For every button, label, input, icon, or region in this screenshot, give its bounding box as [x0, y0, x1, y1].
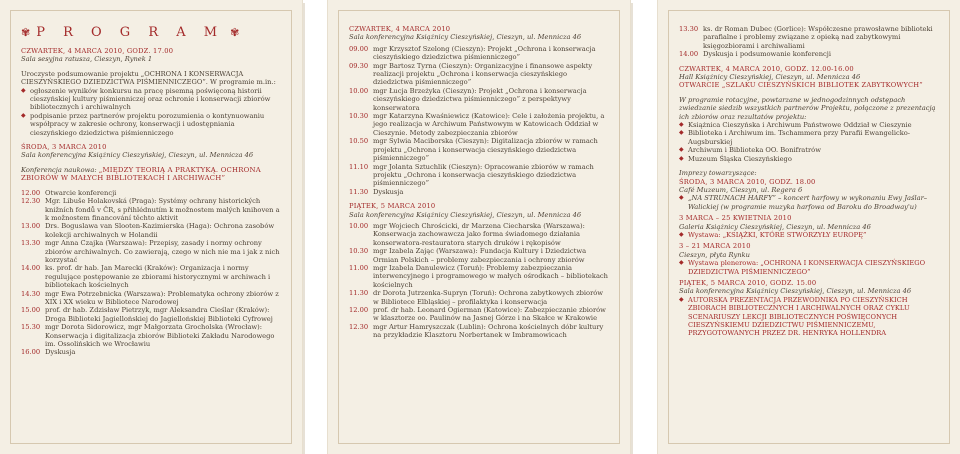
- schedule-text: Drs. Boguslawa van Slooten-Kazimierska (Haga): Ochrona zasobów kolekcji archiwalnych w Holandii: [45, 222, 275, 239]
- schedule-text: mgr Ewa Potrzebnicka (Warszawa): Problematyka ochrony zbiorów z XIX i XX wieku w Bibliotece Narodowej: [45, 289, 279, 306]
- schedule-text: mgr Artur Hamryszczak (Lublin): Ochrona kościelnych dóbr kultury na przykładzie Klasztoru Norbertanek w Imbramowicach: [373, 322, 604, 340]
- event-date: ŚRODA, 3 MARCA 2010: [21, 143, 107, 152]
- bullet-icon: ◆: [679, 230, 684, 238]
- schedule-time: 10.30: [349, 112, 369, 121]
- schedule-time: 13.30: [21, 239, 41, 248]
- schedule-text: mgr Bartosz Tyrna (Cieszyn): Organizacyjne i finansowe aspekty realizacji projektu „Ochrona i konserwacja cieszyńskiego dziedzictwa piśmienniczego”: [373, 61, 593, 87]
- event-date: 3 MARCA – 25 KWIETNIA 2010: [679, 214, 792, 223]
- schedule-row: [21, 323, 281, 348]
- schedule-row: [679, 25, 939, 50]
- schedule-row: [21, 348, 281, 356]
- schedule-list: [349, 45, 609, 196]
- event-date: ŚRODA, 3 MARCA 2010, GODZ. 18.00: [679, 177, 816, 186]
- schedule-text: Otwarcie konferencji: [45, 188, 117, 197]
- schedule-text: Dyskusja: [373, 187, 404, 196]
- bullet-icon: ◆: [679, 154, 684, 162]
- schedule-text: Dyskusja: [45, 348, 76, 357]
- schedule-row: [349, 112, 609, 137]
- event-place: Sala konferencyjna Książnicy Cieszyńskiej, Cieszyn, ul. Mennicza 46: [21, 151, 254, 160]
- schedule-row: [349, 163, 609, 188]
- event-place: Sala konferencyjna Książnicy Cieszyńskiej, Cieszyn, ul. Mennicza 46: [349, 33, 582, 42]
- bullet-icon: ◆: [21, 111, 26, 119]
- schedule-time: 11.00: [349, 263, 369, 272]
- schedule-text: mgr Dorota Sidorowicz, mgr Małgorzata Grocholska (Wrocław): Konserwacja i digitalizacja zbiorów Biblioteki Zakładu Narodowego im. Ossolińskich we Wrocławiu: [45, 323, 275, 348]
- event-date: CZWARTEK, 4 MARCA 2010, GODZ. 17.00: [21, 47, 174, 55]
- schedule-text: mgr Łucja Brzeżyka (Cieszyn): Projekt „Ochrona i konserwacja cieszyńskiego dziedzictwa piśmienniczego” z perspektywy konserwatora: [373, 86, 587, 112]
- schedule-time: 12.00: [349, 306, 369, 314]
- schedule-text: ks. dr Roman Dubec (Gorlice): Współczesne prawosławne biblioteki parafialne i problemy związane z opieką nad zabytkowymi księgozbiorami i archiwaliami: [703, 25, 933, 50]
- schedule-text: mgr Izabela Danulewicz (Toruń): Problemy zabezpieczania interwencyjnego i programowego w małych ośrodkach – bibliotekach kościelnych: [373, 263, 608, 289]
- schedule-text: mgr Krzysztof Szelong (Cieszyn): Projekt „Ochrona i konserwacja cieszyńskiego dziedzictwa piśmienniczego”: [373, 44, 596, 62]
- schedule-text: Dyskusja i podsumowanie konferencji: [703, 50, 831, 59]
- schedule-row: [21, 264, 281, 289]
- schedule-text: Mgr. Libuše Holakovská (Praga): Systémy ochrany historických knižních fondů v ČR, s přihlédnutím k možnostem malých knihoven a k možnostem financování těchto aktivit: [45, 197, 280, 222]
- bullet-icon: ◆: [679, 121, 684, 129]
- schedule-row: [349, 87, 609, 112]
- schedule-time: 12.00: [21, 188, 41, 197]
- program-panel-left: [0, 0, 302, 454]
- schedule-time: 10.30: [349, 247, 369, 256]
- schedule-list: [679, 25, 939, 59]
- opening-description: Uroczyste podsumowanie projektu „OCHRONA I KONSERWACJA CIESZYŃSKIEGO DZIEDZICTWA PIŚMIENNICZEGO”. W programie m.in.:: [21, 69, 276, 87]
- list-item: ◆ podpisanie przez partnerów projektu porozumienia o kontynuowaniu współpracy w zakresie ochrony, konserwacji i udostępniania cieszyńskiego dziedzictwa piśmienniczego: [21, 111, 265, 137]
- event-place: Cieszyn, płyta Rynku: [679, 250, 750, 259]
- schedule-row: [349, 264, 609, 289]
- event-place: Sala konferencyjna Książnicy Cieszyńskiej, Cieszyn, ul. Mennicza 46: [349, 210, 582, 219]
- bullet-icon: ◆: [21, 86, 26, 94]
- schedule-time: 15.30: [21, 323, 41, 332]
- schedule-text: mgr Izabela Zając (Warszawa): Fundacja Kultury i Dziedzictwa Ormian Polskich – problemy zabezpieczania i ochrony zbiorów: [373, 247, 587, 264]
- schedule-row: [349, 45, 609, 62]
- schedule-time: 12.30: [349, 322, 369, 331]
- bullet-icon: ◆: [679, 259, 684, 267]
- schedule-row: [349, 137, 609, 162]
- event-description: W programie rotacyjne, powtarzane w jednogodzinnych odstępach zwiedzanie siedzib wszystkich partnerów Projektu, połączone z prezentacją ich zbiorów oraz rezultatów projektu:: [679, 95, 936, 121]
- schedule-text: mgr Wojciech Chrościcki, dr Marzena Ciecharska (Warszawa): Konserwacja zachowawcza jako forma świadomego działania konserwatora-restauratora starych druków i rękopisów: [373, 221, 585, 247]
- schedule-time: 11.30: [349, 187, 369, 196]
- list-item: ◆ Wystawa: „KSIĄŻKI, KTÓRE STWORZYŁY EUROPĘ”: [679, 230, 867, 239]
- schedule-time: 09.30: [349, 61, 369, 70]
- schedule-time: 13.00: [21, 222, 41, 231]
- schedule-row: [21, 197, 281, 222]
- schedule-time: 14.00: [21, 264, 41, 273]
- schedule-row: [349, 306, 609, 323]
- event-place: Hall Książnicy Cieszyńskiej, Cieszyn, ul. Mennicza 46: [679, 73, 861, 82]
- panel-frame: [668, 10, 950, 444]
- floral-ornament-icon: ✾: [21, 26, 31, 39]
- schedule-time: 12.30: [21, 197, 41, 206]
- list-item: ◆ Archiwum i Biblioteka OO. Bonifratrów: [679, 146, 821, 155]
- schedule-list: [21, 189, 281, 357]
- event-title: OTWARCIE „SZLAKU CIESZYŃSKICH BIBLIOTEK ZABYTKOWYCH”: [679, 81, 923, 90]
- list-item: ◆ Wystawa plenerowa: „OCHRONA I KONSERWACJA CIESZYŃSKIEGO DZIEDZICTWA PIŚMIENNICZEGO”: [679, 259, 926, 276]
- program-panel-middle: [328, 0, 630, 454]
- schedule-row: [21, 306, 281, 323]
- schedule-row: [349, 222, 609, 247]
- schedule-row: [349, 323, 609, 340]
- list-item: ◆ „NA STRUNACH HARFY” – koncert harfowy w wykonaniu Ewy Jaślar–Walickiej (w programie muzyka harfowa od Baroku do Broadway'u): [679, 194, 928, 211]
- program-title: [21, 25, 281, 40]
- event-place: Sala sesyjna ratusza, Cieszyn, Rynek 1: [21, 55, 153, 64]
- schedule-row: [21, 222, 281, 239]
- schedule-text: dr Dorota Jutrzenka-Supryn (Toruń): Ochrona zabytkowych zbiorów w Bibliotece Elbląskiej – profilaktyka i konserwacja: [373, 289, 604, 306]
- list-item: ◆ Książnica Cieszyńska i Archiwum Państwowe Oddział w Cieszynie: [679, 121, 912, 130]
- schedule-text: mgr Sylwia Maciborska (Cieszyn): Digitalizacja zbiorów w ramach projektu „Ochrona i konserwacja cieszyńskiego dziedzictwa piśmienniczego”: [373, 137, 598, 163]
- program-panel-right: [658, 0, 960, 454]
- schedule-row: [679, 50, 939, 58]
- event-place: Galeria Książnicy Cieszyńskiej, Cieszyn, ul. Mennicza 46: [679, 222, 871, 231]
- panel-frame: [338, 10, 620, 444]
- panel-frame: [10, 10, 292, 444]
- list-item: ◆ AUTORSKA PREZENTACJA PRZEWODNIKA PO CIESZYŃSKICH ZBIORACH BIBLIOTECZNYCH I ARCHIWALNYCH ORAZ CYKLU SCENARIUSZY LEKCJI BIBLIOTECZNYCH POŚWIĘCONYCH CIESZYŃSKIEMU DZIEDZICTWU PIŚMIENNICZEMU, PRZYGOTOWANYCH PRZEZ DR. HENRYKA HOLLENDRA: [679, 295, 910, 338]
- list-item: ◆ ogłoszenie wyników konkursu na pracę pisemną poświęconą historii cieszyńskiej kultury piśmienniczej oraz ochronie i konserwacji zbiorów bibliotecznych i archiwalnych: [21, 86, 271, 112]
- schedule-time: 14.30: [21, 289, 41, 298]
- schedule-time: 16.00: [21, 348, 41, 357]
- bullet-icon: ◆: [679, 295, 684, 303]
- list-item: ◆ Biblioteka i Archiwum im. Tschammera przy Parafii Ewangelicko-Augsburskiej: [679, 129, 911, 146]
- schedule-text: prof. dr hab. Zdzisław Pietrzyk, mgr Aleksandra Cieślar (Kraków): Droga Biblioteki Jagiellońskiej do Jagiellońskiej Biblioteki Cyfrowej: [45, 306, 273, 323]
- conference-title: Konferencja naukowa: „MIĘDZY TEORIĄ A PRAKTYKĄ. OCHRONA ZBIORÓW W MAŁYCH BIBLIOTEKACH I ARCHIWACH”: [21, 165, 261, 183]
- schedule-row: [21, 189, 281, 197]
- schedule-text: mgr Anna Czajka (Warszawa): Przepisy, zasady i normy ochrony zbiorów archiwalnych. Co zawierają, czego w nich nie ma i jak z nich korzystać: [45, 239, 280, 264]
- event-place: Sala konferencyjna Książnicy Cieszyńskiej, Cieszyn, ul. Mennicza 46: [679, 287, 912, 296]
- schedule-time: 10.00: [349, 86, 369, 95]
- schedule-row: [349, 289, 609, 306]
- schedule-time: 09.00: [349, 44, 369, 53]
- schedule-time: 10.00: [349, 221, 369, 230]
- event-date: CZWARTEK, 4 MARCA 2010, GODZ. 12.00-16.00: [679, 64, 854, 73]
- program-heading: P R O G R A M: [36, 25, 225, 40]
- schedule-row: [21, 239, 281, 264]
- bullet-icon: ◆: [679, 146, 684, 154]
- schedule-text: mgr Katarzyna Kwaśniewicz (Katowice): Cele i założenia projektu, a jego realizacja w Archiwum Państwowym w Katowicach Oddział w Cieszynie. Metody zabezpieczania zbiorów: [373, 112, 605, 137]
- schedule-time: 10.50: [349, 137, 369, 146]
- schedule-time: 13.30: [679, 25, 699, 33]
- schedule-time: 11.30: [349, 289, 369, 298]
- bullet-icon: ◆: [679, 194, 684, 202]
- schedule-row: [349, 188, 609, 196]
- floral-ornament-icon: ✾: [230, 26, 240, 39]
- schedule-row: [349, 247, 609, 264]
- schedule-row: [21, 290, 281, 307]
- schedule-list: [349, 222, 609, 340]
- schedule-time: 14.00: [679, 50, 699, 59]
- event-date: 3 – 21 MARCA 2010: [679, 242, 751, 251]
- schedule-text: ks. prof. dr hab. Jan Marecki (Kraków): Organizacja i normy regulujące postępowanie ze zbiorami historycznymi w archiwach i bibliotekach kościelnych: [45, 264, 271, 290]
- list-item: ◆ Muzeum Śląska Cieszyńskiego: [679, 154, 792, 163]
- events-label: Imprezy towarzyszące:: [679, 169, 757, 178]
- bullet-icon: ◆: [679, 129, 684, 137]
- event-place: Café Muzeum, Cieszyn, ul. Regera 6: [679, 185, 803, 194]
- event-date: CZWARTEK, 4 MARCA 2010: [349, 25, 451, 33]
- event-date: PIĄTEK, 5 MARCA 2010: [349, 202, 436, 211]
- schedule-time: 15.00: [21, 306, 41, 315]
- event-date: PIĄTEK, 5 MARCA 2010, GODZ. 15.00: [679, 278, 817, 287]
- schedule-row: [349, 62, 609, 87]
- schedule-text: prof. dr hab. Leonard Ogierman (Katowice): Zabezpieczanie zbiorów w klasztorze oo. Paulinów na Jasnej Górze i na Skałce w Krakowie: [373, 306, 606, 323]
- schedule-time: 11.10: [349, 162, 369, 171]
- schedule-text: mgr Jolanta Sztuchlik (Cieszyn): Opracowanie zbiorów w ramach projektu „Ochrona i konserwacja cieszyńskiego dziedzictwa piśmienniczego”: [373, 162, 594, 188]
